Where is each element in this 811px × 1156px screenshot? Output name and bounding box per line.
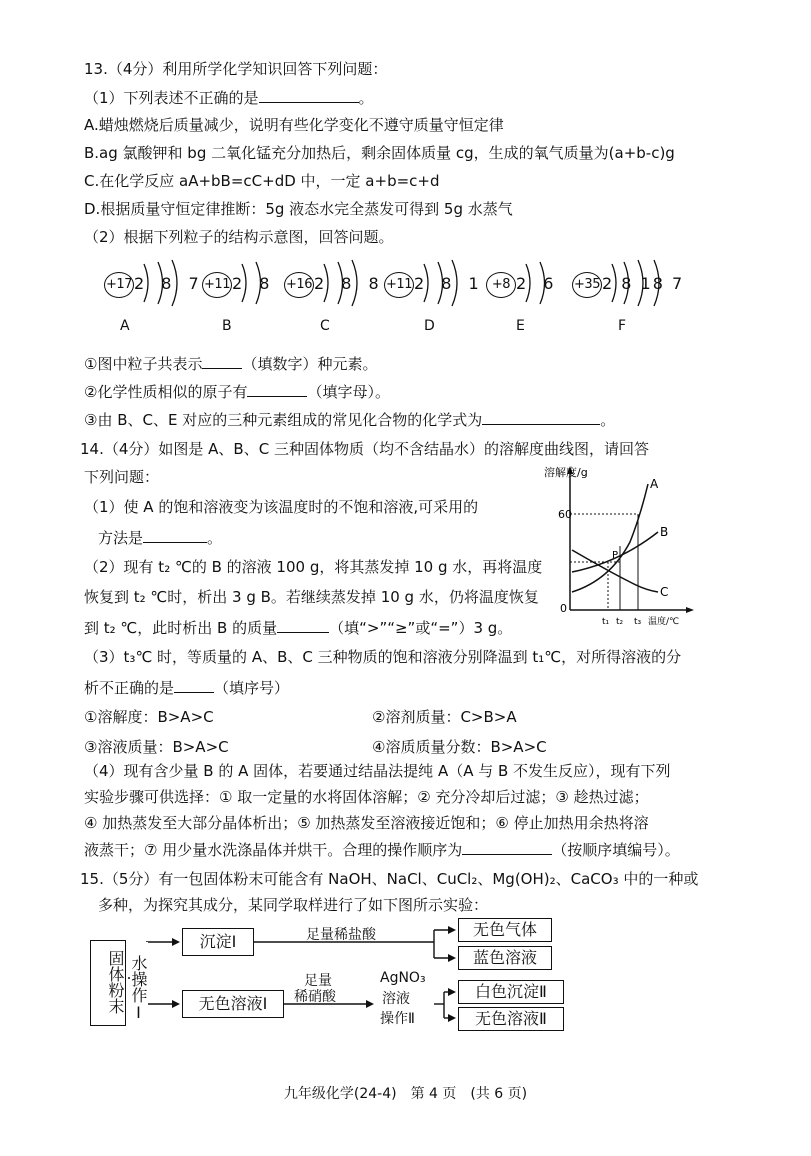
q14-option-4: ④溶质质量分数：B>A>C (372, 738, 547, 756)
atom-d-nucleus: +11 (384, 272, 414, 298)
q13-option-b: B.ag 氯酸钾和 bg 二氧化锰充分加热后，剩余固体质量 cg，生成的氧气质量为(a+b-c)g (84, 144, 675, 162)
reagent-hcl-label: 足量稀盐酸 (306, 927, 376, 943)
curve-c-label: C (660, 585, 669, 599)
solubility-curve-chart (540, 462, 700, 632)
q13-sub2-blank[interactable] (247, 380, 307, 397)
q14-part4-end: （按顺序填编号）。 (552, 841, 680, 859)
page-footer: 九年级化学(24-4) 第 4 页 (共 6 页) (283, 1086, 528, 1102)
atom-e-label: E (516, 318, 525, 334)
q13-part1 (84, 86, 374, 109)
t3-label: t₃ (634, 617, 642, 627)
q13-part2: （2）根据下列粒子的结构示意图，回答问题。 (84, 228, 394, 246)
reagent-agno3-label-2: 溶液 (382, 991, 410, 1007)
reagent-hno3-label-1: 足量 (304, 973, 332, 989)
q14-part2-end: （填“>”“≥”或“=”）3 g。 (329, 619, 513, 637)
q14-part1-end: 。 (207, 529, 223, 547)
curve-a (572, 484, 648, 592)
q14-option-3: ③溶液质量：B>A>C (84, 738, 229, 756)
q14-part1-blank[interactable] (143, 526, 207, 543)
result-white-precipitate-2: 白色沉淀Ⅱ (458, 980, 564, 1004)
q14-part4-line4 (84, 838, 680, 861)
reagent-hno3-label-2: 稀硝酸 (294, 989, 336, 1005)
atom-b-label: B (222, 318, 232, 334)
q13-sub2 (84, 380, 390, 403)
q14-part3-line2 (84, 676, 289, 699)
atom-structure-diagrams (90, 258, 730, 338)
q13-sub1-text: ①图中粒子共表示 (84, 355, 203, 373)
result-colorless-gas: 无色气体 (458, 918, 552, 942)
q13-option-d: D.根据质量守恒定律推断：5g 液态水完全蒸发可得到 5g 水蒸气 (84, 200, 513, 218)
q13-sub1-blank[interactable] (202, 352, 242, 369)
q14-part4-line3: ④ 加热蒸发至大部分晶体析出；⑤ 加热蒸发至溶液接近饱和；⑥ 停止加热用余热将溶 (84, 814, 649, 832)
q14-part4-line2: 实验步骤可供选择：① 取一定量的水将固体溶解；② 充分冷却后过滤；③ 趁热过滤； (84, 788, 649, 806)
atom-d-label: D (424, 318, 435, 334)
t1-label: t₁ (602, 617, 610, 627)
q13-part1-text: （1）下列表述不正确的是 (84, 89, 259, 107)
solution-1-box: 无色溶液Ⅰ (182, 990, 284, 1018)
step1-label: 水操作Ⅰ (130, 942, 148, 1034)
q13-sub3 (84, 408, 615, 431)
q13-option-a: A.蜡烛燃烧后质量减少，说明有些化学变化不遵守质量守恒定律 (84, 116, 504, 134)
q14-part2-line2: 恢复到 t₂ ℃时，析出 3 g B。若继续蒸发掉 10 g 水，仍将温度恢复 (84, 588, 539, 606)
q14-part2-line1: （2）现有 t₂ ℃的 B 的溶液 100 g，将其蒸发掉 10 g 水，再将温度 (84, 558, 543, 576)
atom-a-shells: 2 8 7 (134, 274, 205, 293)
q14-option-1: ①溶解度：B>A>C (84, 708, 214, 726)
q13-sub3-blank[interactable] (482, 408, 600, 425)
q13-sub1 (84, 352, 377, 375)
atom-b-nucleus: +11 (202, 272, 232, 298)
atom-e-nucleus: +8 (486, 272, 516, 298)
q14-part4-line1: （4）现有含少量 B 的 A 固体，若要通过结晶法提纯 A（A 与 B 不发生反应），现有下列 (84, 762, 671, 780)
atom-c-label: C (320, 318, 330, 334)
atom-a (104, 258, 214, 338)
q15-title-cont: 多种，为探究其成分，某同学取样进行了如下图所示实验： (98, 896, 489, 914)
q13-sub3-end: 。 (600, 411, 616, 429)
q13-sub2-end: （填字母）。 (307, 383, 390, 401)
atom-b-shells: 2 8 (232, 274, 276, 293)
q13-sub1-end: （填数字）种元素。 (242, 355, 378, 373)
q14-part1: （1）使 A 的饱和溶液变为该温度时的不饱和溶液,可采用的 (84, 498, 479, 516)
q14-part2-text: 到 t₂ ℃，此时析出 B 的质量 (84, 619, 278, 637)
q14-part1-text: 方法是 (98, 529, 144, 547)
q13-part1-blank[interactable] (259, 86, 359, 103)
atom-c (284, 258, 394, 338)
atom-f-shells: 2 8 18 7 (602, 274, 685, 293)
q13-sub2-text: ②化学性质相似的原子有 (84, 383, 248, 401)
atom-c-shells: 2 8 8 (314, 274, 385, 293)
atom-d-shells: 2 8 1 (414, 274, 485, 293)
t2-label: t₂ (616, 617, 624, 627)
atom-d (384, 258, 494, 338)
q14-part1-answer (98, 526, 222, 549)
precipitate-1-box: 沉淀Ⅰ (182, 928, 254, 956)
result-blue-solution: 蓝色溶液 (458, 946, 552, 970)
atom-e-shells: 2 6 (516, 274, 560, 293)
y-tick-60: 60 (558, 508, 572, 521)
q14-part3-end: （填序号） (214, 679, 290, 697)
start-box-label: 固体粉末 (106, 950, 125, 1014)
q14-option-2: ②溶剂质量：C>B>A (372, 708, 517, 726)
x-axis-arrow (686, 607, 694, 613)
atom-f-label: F (618, 318, 627, 334)
atom-f-nucleus: +35 (572, 272, 602, 298)
atom-a-label: A (120, 318, 130, 334)
q13-title: 13.（4分）利用所学化学知识回答下列问题： (84, 60, 388, 78)
operation-2-label: 操作Ⅱ (380, 1011, 415, 1027)
q13-sub3-text: ③由 B、C、E 对应的三种元素组成的常见化合物的化学式为 (84, 411, 483, 429)
reagent-agno3-label-1: AgNO₃ (380, 970, 426, 986)
result-colorless-solution-2: 无色溶液Ⅱ (458, 1007, 564, 1031)
curve-a-label: A (650, 477, 659, 491)
q14-part4-text: 液蒸干；⑦ 用少量水洗涤晶体并烘干。合理的操作顺序为 (84, 841, 463, 859)
q15-title: 15.（5分）有一包固体粉末可能含有 NaOH、NaCl、CuCl₂、Mg(OH)₂、CaCO₃ 中的一种或 (80, 870, 699, 888)
start-box (90, 940, 126, 1026)
q14-part3-line1: （3）t₃℃ 时，等质量的 A、B、C 三种物质的饱和溶液分别降温到 t₁℃，对所得溶液的分 (84, 648, 682, 666)
atom-f (572, 258, 712, 338)
q14-part4-blank[interactable] (462, 838, 552, 855)
origin-label: 0 (560, 602, 567, 615)
q14-part3-blank[interactable] (174, 676, 214, 693)
q13-part1-end: 。 (358, 89, 374, 107)
q14-part2-blank[interactable] (277, 616, 329, 633)
q14-title: 14.（4分）如图是 A、B、C 三种固体物质（均不含结晶水）的溶解度曲线图，请回答 (80, 440, 649, 458)
atom-a-nucleus: +17 (104, 272, 134, 298)
curve-b-label: B (660, 525, 669, 539)
q13-option-c: C.在化学反应 aA+bB=cC+dD 中，一定 a+b=c+d (84, 172, 440, 190)
q14-part3-text: 析不正确的是 (84, 679, 175, 697)
x-axis-label: 温度/℃ (648, 617, 680, 627)
point-p-label: P (612, 550, 619, 561)
atom-c-nucleus: +16 (284, 272, 314, 298)
y-axis-label: 溶解度/g (544, 466, 588, 479)
q14-title-cont: 下列问题： (84, 468, 160, 486)
q14-part2-line3 (84, 616, 512, 639)
